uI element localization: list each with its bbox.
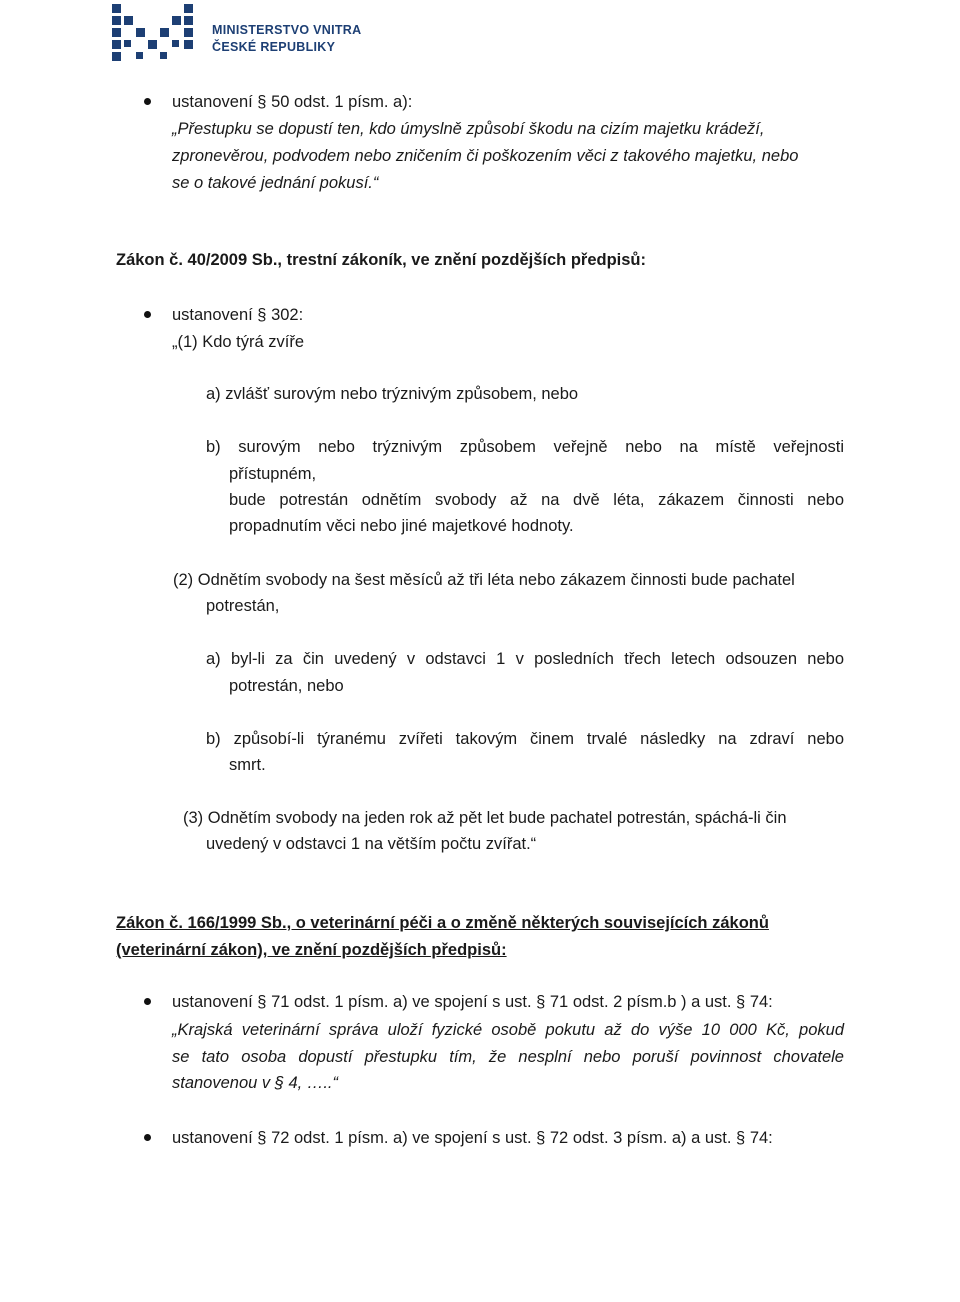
logo-text [212, 22, 361, 56]
bullet-dot [144, 998, 151, 1005]
paragraph-line: smrt. [229, 756, 266, 774]
law-title: Zákon č. 166/1999 Sb., o veterinární péči a o změně některých souvisejících zákonů [116, 914, 769, 932]
paragraph-line: (2) Odnětím svobody na šest měsíců až tři léta nebo zákazem činnosti bude pachatel [173, 571, 795, 589]
bullet-dot [144, 1134, 151, 1141]
provision-heading: ustanovení § 50 odst. 1 písm. a): [172, 93, 413, 111]
provision-heading: ustanovení § 71 odst. 1 písm. a) ve spojení s ust. § 71 odst. 2 písm.b ) a ust. § 74: [172, 993, 773, 1011]
paragraph-line: potrestán, nebo [229, 677, 344, 695]
paragraph-line: a) byl-li za čin uvedený v odstavci 1 v posledních třech letech odsouzen nebo [206, 650, 844, 668]
bullet-dot [144, 311, 151, 318]
bullet-dot [144, 98, 151, 105]
paragraph-line: potrestán, [206, 597, 280, 615]
paragraph-line: (3) Odnětím svobody na jeden rok až pět let bude pachatel potrestán, spáchá-li čin [183, 809, 787, 827]
logo-line2: ČESKÉ REPUBLIKY [212, 40, 336, 54]
paragraph-line: b) surovým nebo trýznivým způsobem veřejně nebo na místě veřejnosti [206, 438, 844, 456]
paragraph-line: a) zvlášť surovým nebo trýznivým způsobem, nebo [206, 385, 579, 403]
quote-line: se tato osoba dopustí přestupku tím, že nesplní nebo poruší povinnost chovatele [172, 1048, 844, 1066]
logo-line1: MINISTERSTVO VNITRA [212, 23, 362, 37]
provision-heading: ustanovení § 72 odst. 1 písm. a) ve spojení s ust. § 72 odst. 3 písm. a) a ust. § 74: [172, 1129, 773, 1147]
law-title: Zákon č. 40/2009 Sb., trestní zákoník, ve znění pozdějších předpisů: [116, 251, 646, 269]
paragraph-line: „(1) Kdo týrá zvíře [172, 333, 305, 351]
paragraph-line: uvedený v odstavci 1 na větším počtu zvířat.“ [206, 835, 537, 853]
quote-line: „Krajská veterinární správa uloží fyzické osobě pokutu až do výše 10 000 Kč, pokud [172, 1021, 844, 1039]
provision-heading: ustanovení § 302: [172, 306, 304, 324]
quote-line: stanovenou v § 4, …..“ [172, 1074, 339, 1092]
quote-line: se o takové jednání pokusí.“ [172, 174, 379, 192]
logo-mark-icon [112, 0, 212, 70]
paragraph-line: b) způsobí-li týranému zvířeti takovým činem trvalé následky na zdraví nebo [206, 730, 844, 748]
paragraph-line: bude potrestán odnětím svobody až na dvě léta, zákazem činnosti nebo [229, 491, 844, 509]
law-title: (veterinární zákon), ve znění pozdějších předpisů: [116, 941, 507, 959]
quote-line: „Přestupku se dopustí ten, kdo úmyslně způsobí škodu na cizím majetku krádeží, [172, 120, 765, 138]
paragraph-line: přístupném, [229, 465, 317, 483]
quote-line: zpronevěrou, podvodem nebo zničením či poškozením věci z takového majetku, nebo [172, 147, 799, 165]
paragraph-line: propadnutím věci nebo jiné majetkové hodnoty. [229, 517, 574, 535]
